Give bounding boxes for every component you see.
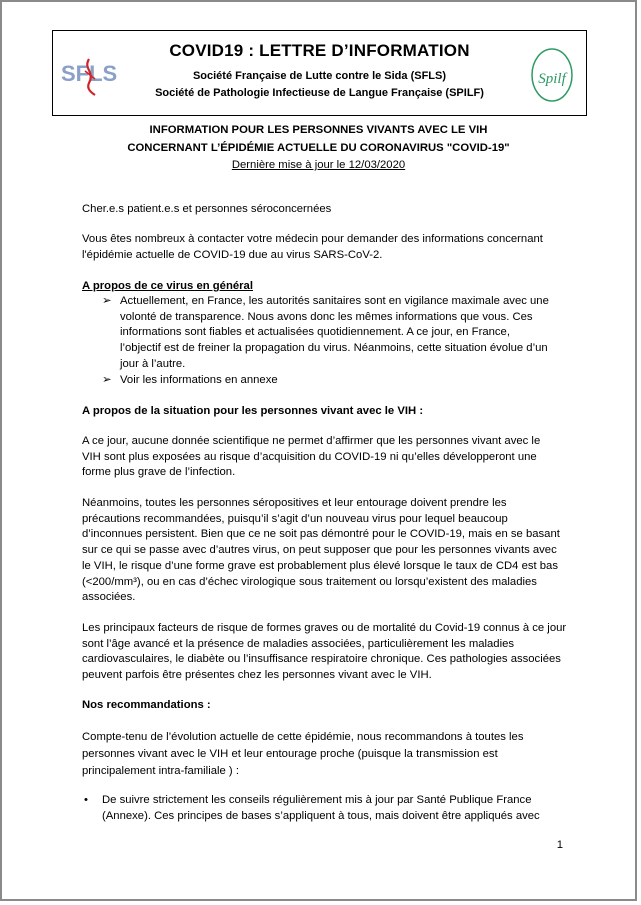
sfls-logo-text: SFLS <box>61 61 118 86</box>
bullet-text: Voir les informations en annexe <box>120 374 278 386</box>
document-title: COVID19 : LETTRE D’INFORMATION <box>169 41 470 60</box>
page-number: 1 <box>556 839 563 851</box>
paragraph <box>82 621 575 684</box>
text-line: cardiovasculaires, le diabète ou l’insuffisance respiratoire chronique. Ces pathologies associées <box>82 653 561 666</box>
paragraph <box>82 434 575 481</box>
text-line: jour à l’autre. <box>120 357 186 370</box>
text-line: Actuellement, en France, les autorités sanitaires sont en vigilance maximale avec une <box>120 295 549 307</box>
last-update-date: Dernière mise à jour le 12/03/2020 <box>231 159 406 171</box>
text-line: sont l’âge avancé et la présence de maladies associées, particulièrement les maladies <box>82 637 515 650</box>
text-line: d’inconnues persistent. Bien que ce ne soit pas démontré pour le COVID-19, mais en se basant <box>82 528 560 541</box>
text-line: volonté de transparence. Nous avons donc les mêmes informations que vous. Ces <box>120 310 533 323</box>
text-line: associées. <box>82 591 136 604</box>
list-item <box>82 793 575 825</box>
header-box <box>52 30 587 116</box>
paragraph <box>82 496 575 606</box>
intro-line-1: INFORMATION POUR LES PERSONNES VIVANTS AVEC LE VIH <box>149 124 488 136</box>
section-heading-recommendations: Nos recommandations : <box>82 699 211 711</box>
text-line: Les principaux facteurs de risque de formes graves ou de mortalité du Covid-19 connus à ce jour <box>82 622 567 634</box>
bullet-item <box>102 294 575 374</box>
section-heading-hiv: A propos de la situation pour les personnes vivant avec le VIH : <box>82 405 424 417</box>
bullet-dot-icon: • <box>84 794 88 806</box>
text-line: De suivre strictement les conseils régulièrement mis à jour par Santé Publique France <box>102 794 532 806</box>
greeting: Cher.e.s patient.e.s et personnes séroconcernées <box>82 203 332 215</box>
section-heading-virus: A propos de ce virus en général <box>82 280 253 292</box>
list-item-text <box>102 793 575 824</box>
text-line: A ce jour, aucune donnée scientifique ne permet d’affirmer que les personnes vivant avec le <box>82 435 541 447</box>
arrow-bullet-icon: ➢ <box>102 295 112 307</box>
text-line: forme plus grave de l’infection. <box>82 466 236 479</box>
subtitle-spilf: Société de Pathologie Infectieuse de Langue Française (SPILF) <box>155 87 484 99</box>
text-line: (Annexe). Ces principes de bases s’appliquent à tous, mais doivent être appliqués avec <box>102 809 540 822</box>
text-line: Compte-tenu de l’évolution actuelle de cette épidémie, nous recommandons à toutes les <box>82 731 524 743</box>
text-line: VIH sont plus exposées au risque d’acquisition du COVID-19 ni qu’elles développeront une <box>82 450 537 463</box>
text-line: l'épidémie actuelle de COVID-19 due au virus SARS-CoV-2. <box>82 248 383 261</box>
spilf-logo <box>528 45 576 105</box>
intro-line-2: CONCERNANT L’ÉPIDÉMIE ACTUELLE DU CORONAVIRUS "COVID-19" <box>127 142 510 154</box>
text-line: le VIH, le risque d’une forme grave est probablement plus élevé lorsque le taux de CD4 est bas <box>82 559 558 572</box>
intro-paragraph <box>82 232 575 263</box>
text-line: précautions recommandées, puisqu’il s’agit d’un nouveau virus pour lequel beaucoup <box>82 512 508 525</box>
text-line: peuvent parfois être présentes chez les personnes vivant avec le VIH. <box>82 669 432 682</box>
arrow-bullet-icon: ➢ <box>102 374 112 386</box>
spilf-logo-text: Spilf <box>538 71 566 87</box>
text-line: personnes vivant avec le VIH et leur entourage proche (puisque la transmission est <box>82 748 498 760</box>
paragraph <box>82 729 575 780</box>
bullet-text <box>120 294 575 373</box>
text-line: informations sont fiables et actualisées quotidiennement. A ce jour, en France, <box>120 326 510 339</box>
text-line: principalement intra-familiale ) : <box>82 765 239 777</box>
text-line: sur ce qui se passe avec d’autres virus, on peut supposer que pour les personnes vivants avec <box>82 544 557 557</box>
text-line: (<200/mm³), ou en cas d’échec virologique sous traitement ou lorsqu’existent des maladies <box>82 575 537 588</box>
text-line: l’objectif est de freiner la propagation du virus. Néanmoins, cette situation évolue d’un <box>120 342 548 355</box>
bullet-item <box>102 373 575 389</box>
text-line: Vous êtes nombreux à contacter votre médecin pour demander des informations concernant <box>82 233 543 245</box>
text-line: Néanmoins, toutes les personnes séropositives et leur entourage doivent prendre les <box>82 497 507 509</box>
subtitle-sfls: Société Française de Lutte contre le Sida (SFLS) <box>192 70 447 82</box>
